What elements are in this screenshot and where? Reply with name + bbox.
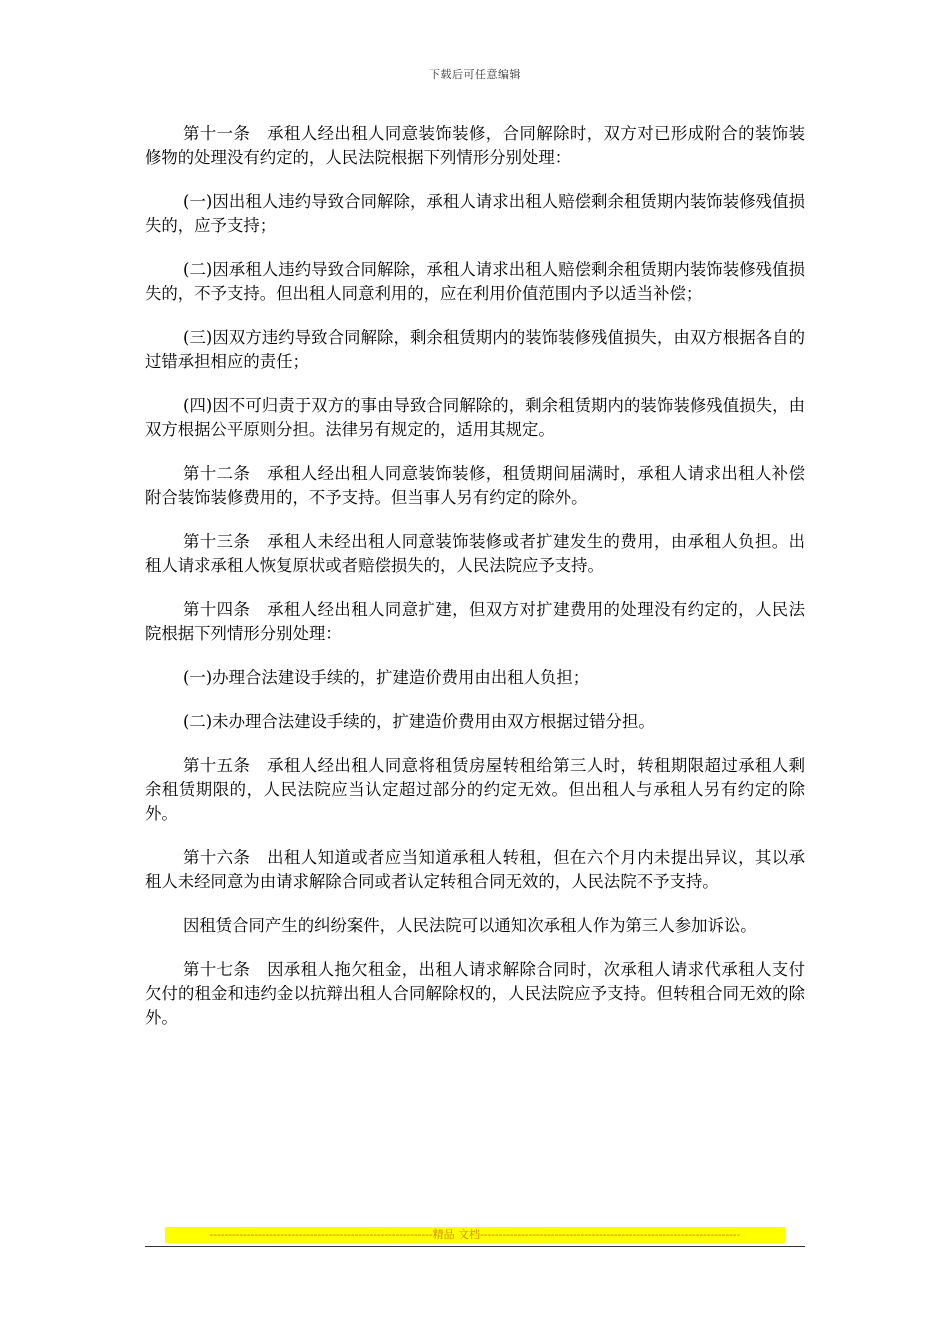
paragraph-item-2: (二)因承租人违约导致合同解除，承租人请求出租人赔偿剩余租赁期内装饰装修残值损失的，不予支持。但出租人同意利用的，应在利用价值范围内予以适当补偿； <box>145 260 805 303</box>
document-body <box>145 122 805 1050</box>
page-footer <box>145 1227 805 1247</box>
paragraph-article-13: 第十三条 承租人未经出租人同意装饰装修或者扩建发生的费用，由承租人负担。出租人请求承租人恢复原状或者赔偿损失的，人民法院应予支持。 <box>145 532 805 575</box>
paragraph-article-15: 第十五条 承租人经出租人同意将租赁房屋转租给第三人时，转租期限超过承租人剩余租赁期限的，人民法院应当认定超过部分的约定无效。但出租人与承租人另有约定的除外。 <box>145 756 805 823</box>
paragraph-item-1: (一)办理合法建设手续的，扩建造价费用由出租人负担； <box>183 668 590 687</box>
paragraph-item-4: (四)因不可归责于双方的事由导致合同解除的，剩余租赁期内的装饰装修残值损失，由双方根据公平原则分担。法律另有规定的，适用其规定。 <box>145 396 805 439</box>
paragraph-article-12: 第十二条 承租人经出租人同意装饰装修，租赁期间届满时，承租人请求出租人补偿附合装饰装修费用的，不予支持。但当事人另有约定的除外。 <box>145 464 805 507</box>
paragraph-item-2: (二)未办理合法建设手续的，扩建造价费用由双方根据过错分担。 <box>183 712 655 731</box>
header-note: 下载后可任意编辑 <box>429 68 521 81</box>
paragraph-note: 因租赁合同产生的纠纷案件，人民法院可以通知次承租人作为第三人参加诉讼。 <box>183 916 757 935</box>
footer-rule <box>145 1246 805 1247</box>
paragraph-article-16: 第十六条 出租人知道或者应当知道承租人转租，但在六个月内未提出异议，其以承租人未经同意为由请求解除合同或者认定转租合同无效的，人民法院不予支持。 <box>145 848 805 891</box>
paragraph-article-17: 第十七条 因承租人拖欠租金，出租人请求解除合同时，次承租人请求代承租人支付欠付的租金和违约金以抗辩出租人合同解除权的，人民法院应予支持。但转租合同无效的除外。 <box>145 960 805 1027</box>
paragraph-article-14: 第十四条 承租人经出租人同意扩建，但双方对扩建费用的处理没有约定的，人民法院根据下列情形分别处理： <box>145 600 805 643</box>
paragraph-item-3: (三)因双方违约导致合同解除，剩余租赁期内的装饰装修残值损失，由双方根据各自的过错承担相应的责任； <box>145 328 805 371</box>
footer-banner: ------------------------------------------------------------精品 文档---------------------------------------------------------------------- <box>165 1227 785 1243</box>
paragraph-item-1: (一)因出租人违约导致合同解除，承租人请求出租人赔偿剩余租赁期内装饰装修残值损失的，应予支持； <box>145 192 805 235</box>
paragraph-article-11: 第十一条 承租人经出租人同意装饰装修，合同解除时，双方对已形成附合的装饰装修物的处理没有约定的，人民法院根据下列情形分别处理： <box>145 124 805 167</box>
